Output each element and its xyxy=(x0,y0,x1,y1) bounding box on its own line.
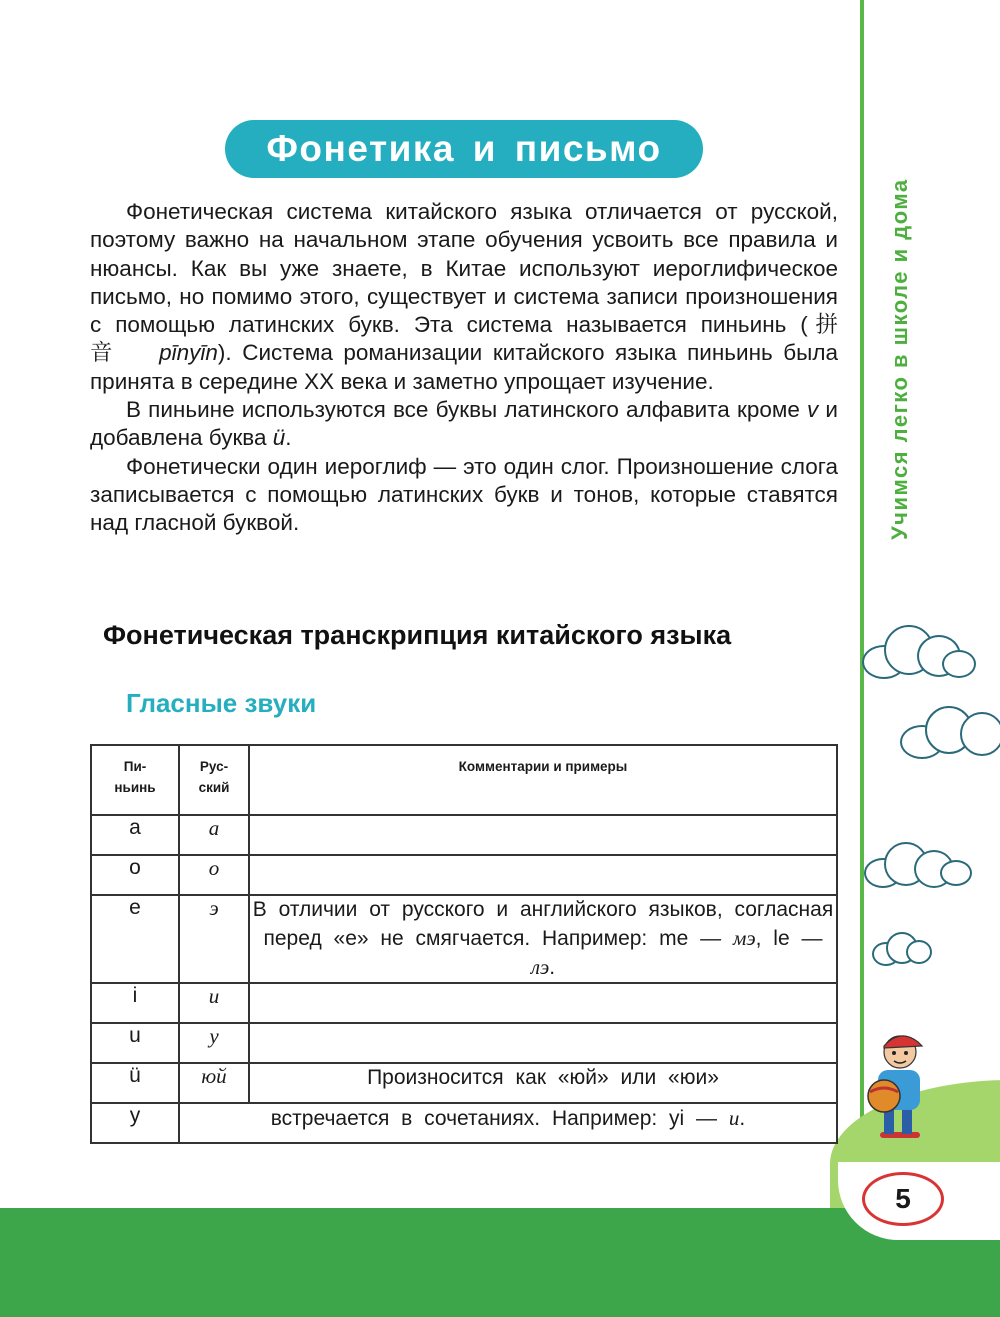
column-header-russian: Рус- ский xyxy=(179,745,249,815)
table-row xyxy=(91,895,837,983)
paragraph xyxy=(90,396,838,453)
paragraph xyxy=(90,198,838,396)
table-header-row xyxy=(91,745,837,815)
russian-cell: у xyxy=(179,1023,249,1063)
sub-heading: Гласные звуки xyxy=(126,688,317,718)
comment-cell xyxy=(249,815,837,855)
table-row xyxy=(91,1103,837,1143)
pinyin-cell: i xyxy=(91,983,179,1023)
paragraph: Фонетически один иероглиф — это один слог. Произношение слога записывается с помощью латинских букв и тонов, которые ставятся над гласной буквой. xyxy=(90,453,838,536)
comment-text: . xyxy=(739,1107,746,1130)
cloud-icon xyxy=(900,700,1000,760)
letter-v: v xyxy=(807,397,819,423)
russian-cell: и xyxy=(179,983,249,1023)
text-span: ). Система романизации китайского языка пиньинь была принята в середине XX века и заметно упрощает изучение. xyxy=(90,340,838,394)
sidebar-divider xyxy=(860,0,864,1160)
pinyin-cell: o xyxy=(91,855,179,895)
table-row xyxy=(91,1063,837,1103)
table-row xyxy=(91,815,837,855)
comment-text: , le — xyxy=(755,927,823,950)
pinyin-cell: e xyxy=(91,895,179,983)
text-span: Фонетическая система китайского языка отличается от русской, поэтому важно на начальном этапе обучения усвоить все правила и нюансы. Как вы уже знаете, в Китае используют иероглифическое письмо, но помимо этого, существует и система записи произношения с помощью латинских букв. Эта система называется пиньинь ( xyxy=(90,199,838,338)
boy-illustration xyxy=(862,1020,942,1140)
pinyin-text: pīnyīn xyxy=(159,340,218,366)
pinyin-cell: y xyxy=(91,1103,179,1143)
letter-u-umlaut: ü xyxy=(272,425,286,451)
russian-cell: а xyxy=(179,815,249,855)
sidebar-title: Учимся легко в школе и дома xyxy=(887,178,912,540)
cloud-icon xyxy=(872,930,932,964)
table-row xyxy=(91,983,837,1023)
comment-cell xyxy=(249,983,837,1023)
section-heading: Фонетическая транскрипция китайского языка xyxy=(103,620,732,650)
page-number: 5 xyxy=(862,1172,944,1226)
comment-cell xyxy=(249,855,837,895)
example-text: мэ xyxy=(732,926,756,950)
comment-text: . xyxy=(549,956,556,979)
cloud-icon xyxy=(862,620,972,680)
cloud-icon xyxy=(864,838,974,888)
hanzi-text: 拼音 xyxy=(90,312,838,367)
russian-cell: юй xyxy=(179,1063,249,1103)
text-span: В пиньине используются все буквы латинского алфавита кроме xyxy=(126,397,807,423)
russian-cell: о xyxy=(179,855,249,895)
example-text: и xyxy=(728,1106,740,1130)
comment-text: В отличии от русского и английского языков, согласная перед «е» не смягчается. Например: me — xyxy=(252,898,834,950)
table-row xyxy=(91,855,837,895)
pinyin-cell: a xyxy=(91,815,179,855)
vowels-table xyxy=(90,744,838,1144)
column-header-pinyin: Пи- ньинь xyxy=(91,745,179,815)
example-text: лэ xyxy=(530,955,550,979)
pinyin-cell: u xyxy=(91,1023,179,1063)
russian-cell: э xyxy=(179,895,249,983)
bottom-band xyxy=(0,1208,1000,1317)
comment-cell xyxy=(179,1103,837,1143)
text-span: и добавлена буква xyxy=(90,397,838,451)
intro-text xyxy=(90,198,838,538)
table-row xyxy=(91,1023,837,1063)
pinyin-cell: ü xyxy=(91,1063,179,1103)
comment-cell: Произносится как «юй» или «юи» xyxy=(249,1063,837,1103)
comment-cell xyxy=(249,895,837,983)
column-header-comments: Комментарии и примеры xyxy=(249,745,837,815)
text-span: . xyxy=(285,425,292,451)
comment-text: встречается в сочетаниях. Например: yi — xyxy=(270,1107,729,1130)
page-title: Фонетика и письмо xyxy=(225,120,703,178)
comment-cell xyxy=(249,1023,837,1063)
